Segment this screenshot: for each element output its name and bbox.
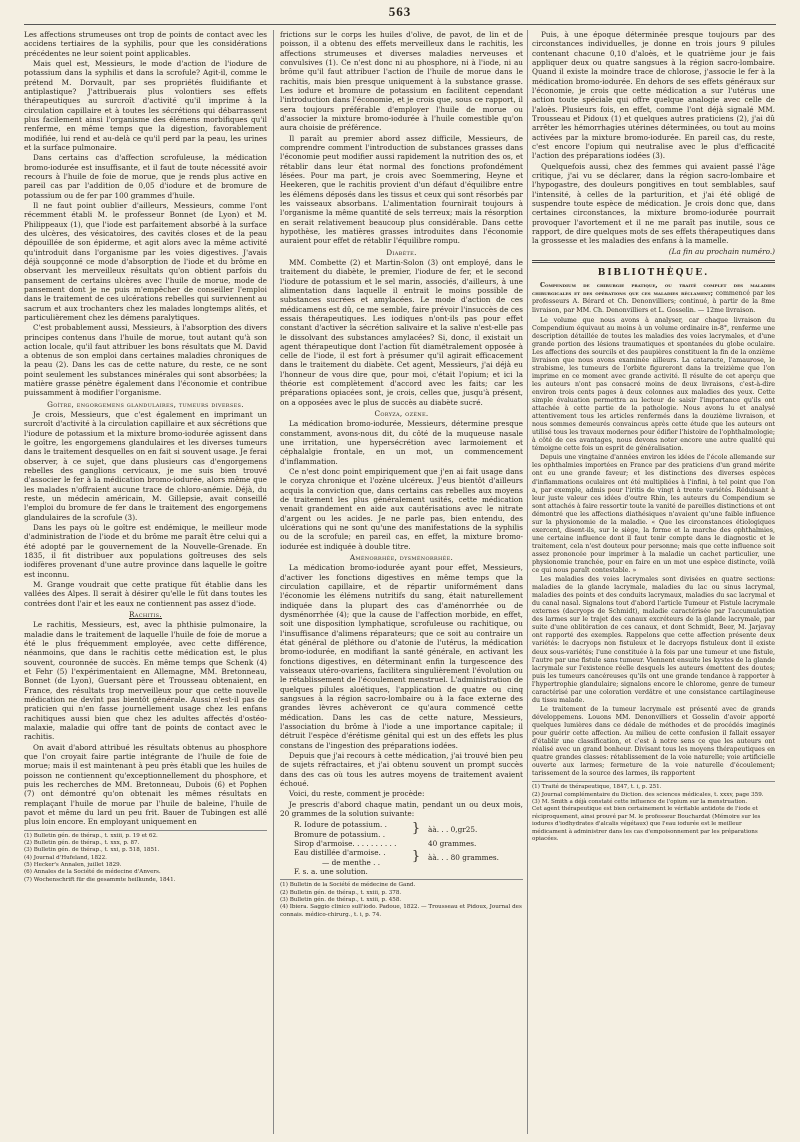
- paragraph: La médication bromo-iodurée ayant pour effet, Messieurs, d'activer les fonctions digestives en même temps que la circulation capillaire, et de répartir uniformément dans l'économie les élémens nutritifs du sang, était naturellement indiquée dans la plupart des cas d'aménorrhée ou de dysménorrhée (4); que la cause de l'affection morbide, en effet, soit une disposition lymphatique, scrofuleuse ou rachitique, ou l'insuffisance d'alimens réparateurs; que ce soit au contraire un état général de pléthore ou d'atonie de l'utérus, la médication bromo-iodurée, en modifiant la santé générale, en activant les fonctions digestives, en déterminant enfin la turgescence des vaisseaux utéro-ovariens, facilitera singulièrement l'évolution ou le rétablissement de l'écoulement menstruel. L'administration de quelques pilules aloétiques, l'application de quatre ou cinq sangsues à la région sacro-lombaire ou à la face externe des grandes lèvres achèveront ce qu'aura commencé cette médication. Dans les cas de cette nature, Messieurs, l'association du brôme à l'iode a une importance capitale; il détruit l'espèce d'érétisme génital qui est un des effets les plus constans de l'ingestion des préparations iodées.: [280, 563, 523, 750]
- book-title: Compendium de chirurgie pratique, ou traité complet des maladies chirurgicales et des opérations que ces maladies réclament;: [532, 282, 775, 298]
- header-rule: [24, 24, 776, 25]
- paragraph: Les maladies des voies lacrymales sont divisées en quatre sections: maladies de la glande lacrymale, maladies du lac ou sinus lacrymal, maladies des points et des conduits lacrymaux, maladies du sac lacrymal et du canal nasal. Signalons tout d'abord l'article Tumeur et Fistule lacrymale externes (dacryops de Schmidt), maladie caractérisée par l'accumulation des larmes sur le trajet des canaux excréteurs de la glande lacrymale, par suite d'une oblitération de ces canaux, et dont Schmidt, Beer, M. Jarjavay ont rapporté des exemples. Rappelons que cette affection présente deux variétés: le dacryops non fistuleux et le dacryops fistuleux dont il existe deux sous-variétés; l'une constituée à la fois par une tumeur et une fistule, l'autre par une fistule sans tumeur. Viennent ensuite les kystes de la glande lacrymale sur l'existence réelle desquels les auteurs émettent des doutes; puis les tumeurs cancéreuses qu'ils ont une grande tendance à rapporter à l'hypertrophie glandulaire; signalons encore le chlorome, genre de tumeur caractérisé par une coloration verdâtre et une consistance cartilagineuse du tissu malade.: [532, 576, 775, 704]
- formula-ingredients: [280, 820, 404, 839]
- review-text: [532, 317, 775, 779]
- paragraph: Depuis une vingtaine d'années environ les idées de l'école allemande sur les ophthalmies importées en France par des praticiens d'un grand mérite ont eu une grande faveur; et les distinctions des diverses espèces d'inflammations oculaires ont été multipliées à l'infini, à tel point que l'on a, par exemple, admis pour l'iritis de vingt à trente variétés. Réduisant à leur juste valeur ces idées d'outre Rhin, les auteurs du Compendium se sont attachés à faire ressortir toute la vanité de pareilles distinctions et ont démontré que les affections diathésiques n'avaient qu'une faible influence sur la physionomie de la maladie. « Que les circonstances étiologiques exercent, disent-ils, sur le siège, la forme et la marche des ophthalmies, une certaine influence dont il faut tenir compte dans le diagnostic et le traitement, cela n'est douteux pour personne; mais que cette influence soit assez prononcée pour imprimer à la maladie un cachet particulier, une physionomie tranchée, pour en faire en un mot une espèce distincte, voilà ce qui nous paraît contestable. »: [532, 454, 775, 575]
- continued-note: (La fin au prochain numéro.): [668, 246, 775, 256]
- footnote: (2) Bulletin gén. de thérap., t. xxiii, p. 378.: [280, 889, 402, 896]
- footnote: (5) Hecker's Annalen, juillet 1829.: [24, 862, 122, 869]
- formula-dose: [428, 853, 523, 862]
- section-heading-diabete: Diabète.: [386, 247, 417, 257]
- paragraph: Puis, à une époque déterminée presque toujours par des circonstances individuelles, je donne en trois jours 9 pilules contenant chacune 0,10 d'aloès, et le quatrième jour je fais appliquer deux ou quatre sangsues à la région sacro-lombaire. Quand il existe la moindre trace de chlorose, j'associe le fer à la médication bromo-iodurée. En dehors de ses effets généraux sur l'économie, je crois que cette médication a sur l'utérus une action toute spéciale qui offre quelque analogie avec celle de l'aloès. Plusieurs fois, en effet, comme l'ont déjà signalé MM. Trousseau et Pidoux (1) et quelques autres praticiens (2), j'ai dû arrêter les hémorrhagies utérines déterminées, ou tout au moins activées par la mixture bromo-iodurée. En pareil cas, du reste, c'est encore l'opium qui neutralise avec le plus d'efficacité l'action des préparations iodées (3).: [532, 30, 775, 161]
- column-separator: [527, 30, 528, 1134]
- formula-row: [280, 848, 523, 867]
- formula-ingredient: Bromure de potassium. .: [294, 829, 386, 839]
- paragraph: MM. Combette (2) et Martin-Solon (3) ont employé, dans le traitement du diabète, le premier, l'iodure de fer, et le second l'iodure de potassium et le sel marin, associés, d'ailleurs, à une alimentation dans laquelle il entrait le moins possible de substances sucrées et amylacées. Le mode d'action de ces médicamens est dû, ce me semble, faire prévoir l'insuccès de ces essais thérapeutiques. Les iodiques n'ont-ils pas pour effet constant d'activer la sécrétion salivaire et la salive n'est-elle pas le dissolvant des substances amylacées? Si, donc, il existait un agent thérapeutique dont l'action fût diamétralement opposée à celle de l'iode, il est fort à présumer qu'il agirait efficacement dans le traitement du diabète. Cet agent, Messieurs, j'ai déjà eu l'honneur de vous dire que, pour moi, c'était l'opium; et ici la théorie est complètement d'accord avec les faits; car les préparations opiacées sont, je crois, celles que, jusqu'à présent, on a opposées avec le plus de succès au diabète sucré.: [280, 257, 523, 407]
- footnote: (1) Bulletin de la Société de médecine de Gand.: [280, 882, 416, 889]
- footnotes: [532, 781, 775, 843]
- column-left: [24, 30, 267, 1134]
- footnote: (3) Bulletin gén. de thérap., t. xxi, p. 518, 1851.: [24, 847, 160, 854]
- formula-instruction: F. s. a. une solution.: [294, 866, 368, 876]
- footnote: (4) Journal d'Hufeland, 1822.: [24, 854, 107, 861]
- formula-row: [280, 839, 523, 848]
- paragraph: M. Grange voudrait que cette pratique fût établie dans les vallées des Alpes. Il serait à désirer qu'elle le fût dans toutes les contrées dont l'air et les eaux ne contiennent pas assez d'iode.: [24, 580, 267, 608]
- paragraph: Dans certains cas d'affection scrofuleuse, la médication bromo-iodurée est insuffisante, et il faut de toute nécessité avoir recours à l'huile de foie de morue, que je rends plus active en pareil cas par l'addition de 0,05 d'iodure et de bromure de potassium ou de fer par 100 grammes d'huile.: [24, 153, 267, 200]
- paragraph: Je crois, Messieurs, que c'est également en imprimant un surcroît d'activité à la circulation capillaire et aux sécrétions que l'iodure de potassium et la mixture bromo-iodurée agissent dans le goître, les engorgemens glandulaires et les diverses tumeurs dans le traitement desquelles on en fait si souvent usage. Je ferai observer, à ce sujet, que dans plusieurs cas d'engorgemens rebelles des ganglions cervicaux, je me suis bien trouvé d'associer le fer à la médication bromo-iodurée, alors même que les malades n'offraient aucune trace de chloro-anémie. Déjà, du reste, un médecin américain, M. Gillepsie, avait conseillé l'emploi du bromure de fer dans le traitement des engorgemens glandulaires de la scrofule (3).: [24, 410, 267, 522]
- brace-icon: }: [411, 821, 421, 837]
- column-separator: [273, 30, 274, 1134]
- brace-icon: }: [411, 849, 421, 865]
- paragraph: Mais quel est, Messieurs, le mode d'action de l'iodure de potassium dans la syphilis et dans la scrofule? Agit-il, comme le prétend M. Dorvault, par ses propriétés fluidifiante et antiplastique? J'attribuerais plus volontiers ses effets thérapeutiques au surcroît d'activité qu'il imprime à la circulation capillaire et à toutes les sécrétions qui débarrassent plus facilement ainsi l'organisme des élémens morbifiques qu'il renferme, en même temps que la digestion, favorablement modifiée, lui rend et au-delà ce qu'il perd par la peau, les urines et la surface pulmonaire.: [24, 58, 267, 152]
- paragraph: frictions sur le corps les huiles d'olive, de pavot, de lin et de poisson, il a obtenu des effets merveilleux dans le rachitis, les affections strumeuses et diverses maladies nerveuses et convulsives (1). Ce n'est donc ni au phosphore, ni à l'iode, ni au brôme qu'il faut attribuer l'action de l'huile de morue dans le rachitis, mais bien presque uniquement à la substance grasse. Les iodure et bromure de potassium en facilitent cependant l'introduction dans l'économie, et je crois que, sous ce rapport, il sera toujours préférable d'employer l'huile de morue ou d'associer la mixture bromo-iodurée à l'huile comestible qu'on aura choisie de préférence.: [280, 30, 523, 133]
- footnote: (3) Bulletin gén. de thérap., t. xxiii, p. 458.: [280, 896, 402, 903]
- paragraph: Les affections strumeuses ont trop de points de contact avec les accidens tertiaires de la syphilis, pour que les considérations précédentes ne leur soient point applicables.: [24, 30, 267, 58]
- formula-ingredient: Eau distillée d'armoise. .: [294, 848, 386, 858]
- formula-ingredient: R. Iodure de potassium. .: [294, 820, 387, 830]
- footnote: (4) Ibiera. Saggio clinico sull'iodo. Padoue, 1822. — Trousseau et Pidoux, Journal des connais. médico-chirurg., t. i, p. 74.: [280, 904, 522, 918]
- footnote: Cet agent thérapeutique est bien certainement le véritable antidote de l'iode et réciproquement, ainsi prouvé par M. le professeur Bouchardat (Mémoire sur les iodures d'iodhydrates d'alcalis végétaux) que l'eau iodurée est le meilleur médicament à administrer dans les cas d'empoisonnement par les préparations opiacées.: [532, 806, 761, 842]
- paragraph: Depuis que j'ai recours à cette médication, j'ai trouvé bien peu de sujets réfractaires, et j'ai obtenu souvent un prompt succès dans des cas où tous les autres moyens de traitement avaient échoué.: [280, 750, 523, 788]
- paragraph: Dans les pays où le goître est endémique, le meilleur mode d'administration de l'iode et du brôme me paraît être celui qui a été adopté par le gouvernement de la Nouvelle-Grenade. En 1835, il fit distribuer aux populations goîtreuses des sels iodifères provenant d'une autre province dans laquelle le goître est inconnu.: [24, 523, 267, 579]
- book-citation: [532, 282, 775, 314]
- footnotes: [24, 830, 267, 885]
- paragraph: Le rachitis, Messieurs, est, avec la phthisie pulmonaire, la maladie dans le traitement de laquelle l'huile de foie de morue a été le plus fréquemment employée, avec cette différence, néanmoins, que dans le rachitis cette médication est, le plus souvent, couronnée de succès. En même temps que Schenk (4) et Fehr (5) l'expérimentaient en Allemagne, MM. Bretonneau, Bonnet (de Lyon), Guersant père et Trousseau obtenaient, en France, des résultats trop merveilleux pour que cette nouvelle médication ne devînt pas bientôt générale. Aussi n'est-il pas de praticien qui n'en fasse journellement usage chez les enfans rachitiques aussi bien que chez les adultes affectés d'ostéo-malaxie, maladie qui offre tant de points de contact avec le rachitis.: [24, 620, 267, 742]
- paragraph: On avait d'abord attribué les résultats obtenus au phosphore que l'on croyait faire partie intégrante de l'huile de foie de morue; mais il est maintenant à peu près établi que les huiles de poisson ne contiennent qu'exceptionnellement du phosphore, et puis les recherches de MM. Bretonneau, Dubois (6) et Pophen (7) ont démontré qu'on obtenait les mêmes résultats en remplaçant l'huile de morue par l'huile de baleine, l'huile de pavot et même du lard un peu frit. Bauer de Tubingen est allé plus loin encore. En employant uniquement en: [24, 742, 267, 827]
- footnote: (6) Annales de la Société de médecine d'Anvers.: [24, 869, 161, 876]
- paragraph: Le traitement de la tumeur lacrymale est présenté avec de grands développemens. Louons MM. Denonvilliers et Gosselin d'avoir apporté quelques lumières dans ce dédale de méthodes et de procédés imaginés pour guérir cette affection. Au milieu de cette confusion il fallait essayer d'établir une classification, et c'est à notre sens ce que les auteurs ont réalisé avec un grand bonheur. Divisant tous les moyens thérapeutiques en quatre grandes classes: rétablissement de la voie naturelle; voie artificielle ouverte aux larmes; fermeture de la voie naturelle d'écoulement; tarissement de la source des larmes, ils rapportent: [532, 705, 775, 778]
- footnote: (1) Traité de thérapeutique, 1847, t. i, p. 251.: [532, 784, 662, 791]
- formula-quantity: 40 grammes.: [428, 838, 477, 848]
- prescription-formula: [280, 820, 523, 876]
- paragraph: Le volume que nous avons à analyser, car chaque livraison du Compendium équivaut au moins à un volume ordinaire in-8°, renferme une description détaillée de toutes les maladies des voies lacrymales, et d'une grande portion des lésions traumatiques et spontanées du globe oculaire. Les affections des sourcils et des paupières constituent la fin de la onzième livraison que nous avons examinée ailleurs. La cataracte, l'amaurose, le strabisme, les tumeurs de l'orbite figureront dans la treizième que l'on imprime en ce moment avec grande activité. Il résulte de cet aperçu que les auteurs n'ont pas consacré moins de deux livraisons, c'est-à-dire environ trois cents pages à deux colonnes aux maladies des yeux. Cette simple évaluation permettra au lecteur de saisir l'importance qu'ils ont attachée à cette partie de la pathologie. Nous avons lu et analysé attentivement tous les articles renfermés dans la douzième livraison, et nous sommes demeurés convaincus après cette étude que les auteurs ont utilisé tous les travaux modernes pour édifier l'histoire de l'ophthalmologie; à côté de ces avantages, nous devons noter encore une autre qualité qui témoigne cette fois un esprit de généralisation.: [532, 316, 775, 453]
- column-right: [532, 30, 775, 1134]
- section-heading-rachitis: [24, 610, 267, 619]
- formula-dose: [428, 825, 523, 834]
- formula-quantity: 80 grammes.: [450, 852, 499, 862]
- section-heading-amenorrhee: Aménorrhée, dysménorrhée.: [349, 553, 454, 563]
- formula-aa: àà. . .: [428, 824, 449, 834]
- section-heading-goitre: Goître, engorgemens glandulaires, tumeurs diverses.: [47, 399, 244, 409]
- footnote: (1) Bulletin gén. de thérap., t. xxiii, p. 19 et 62.: [24, 832, 158, 839]
- paragraph: Voici, du reste, comment je procède:: [289, 789, 425, 799]
- formula-row: [280, 820, 523, 839]
- paragraph: Il paraît au premier abord assez difficile, Messieurs, de comprendre comment l'introduction de substances grasses dans l'économie peut modifier aussi rapidement la nutrition des os, et rétablir dans leur état normal des fonctions profondément lésées. Pour ma part, je crois avec Soemmering, Heyne et Heekeren, que le rachitis provient d'un défaut d'équilibre entre les élémens déposés dans les tissus et ceux qui sont résorbés par les vaisseaux absorbans. L'alimentation fournirait toujours à l'organisme la même quantité de sels terreux; mais la résorption en serait relativement beaucoup plus considérable. Dans cette hypothèse, les matières grasses introduites dans l'économie auraient pour effet de rétablir l'équilibre rompu.: [280, 133, 523, 246]
- book-authors: commencé par les professeurs A. Bérard et Ch. Denonvilliers; continué, à partir de la 8me livraison, par MM. Ch. Denonvilliers et L. Gosselin. — 12me livraison.: [532, 290, 775, 314]
- section-heading-rachitis-text: Rachitis.: [128, 610, 163, 620]
- footnote: (7) Wochenschrift für die gesammte heilkunde, 1841.: [24, 876, 176, 883]
- section-divider: [532, 260, 775, 263]
- paragraph: C'est probablement aussi, Messieurs, à l'absorption des divers principes contenus dans l'huile de morue, tout autant qu'à son action locale, qu'il faut attribuer les bons résultats que M. David a obtenus de son emploi dans certaines maladies chroniques de la peau (2). Dans les cas de cette nature, du reste, ce ne sont point seulement les substances minérales qui sont absorbées; la matière grasse pénètre également dans l'économie et contribue puissamment à modifier l'organisme.: [24, 323, 267, 398]
- paragraph: La médication bromo-iodurée, Messieurs, détermine presque constamment, avons-nous dit, du côté de la muqueuse nasale une irritation, une hypersécrétion avec larmoiement et céphalalgie frontale, en un mot, un commencement d'inflammation.: [280, 419, 523, 466]
- formula-ingredients: [280, 848, 404, 867]
- footnote: (3) M. Smith a déjà constaté cette influence de l'opium sur la menstruation.: [532, 799, 748, 805]
- paragraph: Il ne faut point oublier d'ailleurs, Messieurs, comme l'ont récemment établi M. le professeur Bonnet (de Lyon) et M. Philippeaux (1), que l'iode est parfaitement absorbé à la surface des ulcères, des vésicatoires, des cavités closes et de la peau dépouillée de son épiderme, et agit alors avec la même activité qu'introduit dans l'organisme par les voies digestives. J'avais déjà soupçonné ce mode d'absorption de l'iode et du brôme en observant les merveilleux résultats qu'on obtient parfois du pansement de certains ulcères avec l'huile de morue, mode de pansement dont je ne puis m'empêcher de conseiller l'emploi dans le traitement de ces ulcérations rebelles qui surviennent au sacrum et aux trochanters chez les malades longtemps alités, et particulièrement chez les démens paralytiques.: [24, 200, 267, 322]
- page-number: 563: [388, 4, 412, 19]
- footnotes: [280, 879, 523, 919]
- formula-quantity: 0,gr25.: [450, 824, 478, 834]
- footnote: (2) Bulletin gén. de thérap., t. xxx, p. 87.: [24, 839, 140, 846]
- bibliotheque-heading: BIBLIOTHÈQUE.: [597, 267, 710, 278]
- paragraph: Quelquefois aussi, chez des femmes qui avaient passé l'âge critique, j'ai vu se déclarer, dans la région sacro-lombaire et l'hypogastre, des douleurs pongitives en tout semblables, sauf l'intensité, à celles de la parturition, et j'ai été obligé de suspendre toute espèce de médication. Je crois donc que, dans certaines circonstances, la mixture bromo-iodurée pourrait provoquer l'avortement et il ne me paraît pas inutile, sous ce rapport, de dire quelques mots de ses effets thérapeutiques dans la grossesse et les maladies des enfans à la mamelle.: [532, 161, 775, 246]
- formula-ingredient: Sirop d'armoise. . . . . . . . . .: [294, 838, 397, 848]
- formula-ingredient: — de menthe . .: [322, 857, 381, 867]
- section-heading-coryza: Coryza, ozène.: [374, 409, 429, 419]
- formula-aa: àà. . .: [428, 852, 449, 862]
- paragraph: Je prescris d'abord chaque matin, pendant un ou deux mois, 20 grammes de la solution suivante:: [280, 799, 523, 818]
- footnote: (2) Journal complémentaire du Diction. des sciences médicales, t. xxxv, page 359.: [532, 791, 764, 798]
- column-middle: [280, 30, 523, 1134]
- paragraph: Ce n'est donc point empiriquement que j'en ai fait usage dans le coryza chronique et l'ozène ulcéreux. J'eus bientôt d'ailleurs acquis la conviction que, dans certains cas rebelles aux moyens de traitement les plus généralement usités, cette médication venait grandement en aide aux cautérisations avec le nitrate d'argent ou les acides. Je ne parle pas, bien entendu, des ulcérations qui ne sont qu'une des manifestations de la syphilis ou de la scrofule; en pareil cas, en effet, la mixture bromo-iodurée est indiquée à double titre.: [280, 467, 523, 551]
